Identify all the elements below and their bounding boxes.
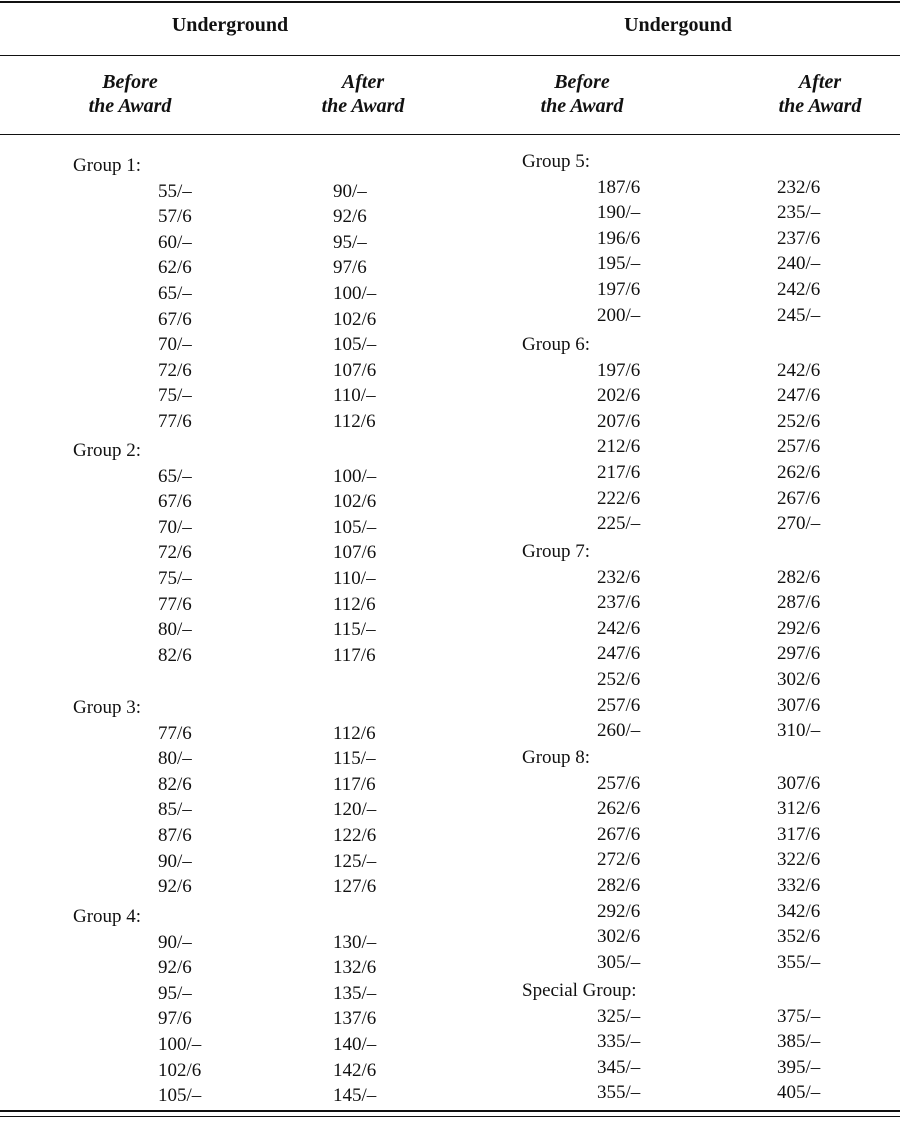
table-row [73,1083,377,1109]
group-label: Group 3: [73,697,142,718]
before-award-value: 232/6 [597,566,641,588]
header-line: the Award [88,95,172,117]
table-row [522,486,821,512]
table-row [73,643,376,669]
after-award-value: 342/6 [777,900,821,922]
after-award-value: 137/6 [333,1008,377,1030]
before-award-value: 92/6 [158,957,192,979]
table-row [73,1058,377,1084]
after-award-value: 235/– [777,202,821,224]
before-award-value: 75/– [158,567,192,589]
after-award-value: 262/6 [777,461,821,483]
after-award-value: 92/6 [333,206,367,228]
after-award-value: 112/6 [333,593,376,615]
before-award-value: 187/6 [597,176,641,198]
header-line: the Award [540,95,624,117]
after-award-value: 95/– [333,231,367,253]
before-award-value: 217/6 [597,461,641,483]
after-award-value: 257/6 [777,436,821,458]
before-award-value: 72/6 [158,542,192,564]
group-2 [73,438,377,668]
before-award-value: 282/6 [597,874,641,896]
after-award-value: 105/– [333,334,377,356]
before-award-value: 302/6 [597,926,641,948]
right-before-header [502,70,662,118]
after-award-value: 332/6 [777,874,821,896]
before-award-value: 195/– [597,253,641,275]
left-before-header [50,70,210,118]
table-row [522,796,821,822]
table-row [522,873,821,899]
table-row [522,590,821,616]
table-row [522,822,821,848]
after-award-value: 102/6 [333,491,377,513]
group-rows [522,565,821,744]
after-award-value: 117/6 [333,773,376,795]
header-line: Before [102,71,158,93]
before-award-value: 190/– [597,202,641,224]
before-award-value: 222/6 [597,487,641,509]
left-after-header [283,70,443,118]
table-bottom-rule [0,1110,900,1112]
after-award-value: 120/– [333,799,377,821]
group-rows [73,930,377,1109]
table-row [73,383,376,409]
group-5 [522,149,821,328]
before-award-value: 292/6 [597,900,641,922]
before-award-value: 90/– [158,850,192,872]
before-award-value: 57/6 [158,206,192,228]
before-award-value: 196/6 [597,227,641,249]
group-label: Special Group: [522,980,637,1001]
before-award-value: 345/– [597,1056,641,1078]
before-award-value: 82/6 [158,773,192,795]
group-8 [522,745,821,975]
after-award-value: 355/– [777,951,821,973]
before-award-value: 92/6 [158,876,192,898]
before-award-value: 77/6 [158,410,192,432]
table-row [73,772,376,798]
table-row [73,281,377,307]
group-label: Group 1: [73,155,142,176]
after-award-value: 405/– [777,1082,821,1104]
special-group [522,978,821,1106]
group-rows [73,179,377,435]
before-award-value: 80/– [158,619,192,641]
table-row [522,200,821,226]
table-row [73,540,377,566]
after-award-value: 247/6 [777,385,821,407]
table-row [522,667,821,693]
before-award-value: 55/– [158,180,192,202]
table-row [522,771,821,797]
table-row [522,693,821,719]
table-row [522,616,821,642]
after-award-value: 112/6 [333,722,376,744]
group-4 [73,904,377,1109]
before-award-value: 237/6 [597,592,641,614]
after-award-value: 100/– [333,465,377,487]
table-row [73,204,367,230]
table-row [522,1004,821,1030]
after-award-value: 297/6 [777,643,821,665]
after-award-value: 240/– [777,253,821,275]
after-award-value: 232/6 [777,176,821,198]
after-award-value: 107/6 [333,542,377,564]
group-label: Group 4: [73,906,142,927]
table-row [73,823,377,849]
before-award-value: 87/6 [158,824,192,846]
after-award-value: 110/– [333,567,376,589]
before-award-value: 72/6 [158,359,192,381]
before-award-value: 65/– [158,282,192,304]
after-award-value: 145/– [333,1085,377,1107]
header-line: Before [554,71,610,93]
before-award-value: 242/6 [597,617,641,639]
column-header-rule [0,134,900,135]
before-award-value: 77/6 [158,593,192,615]
table-row [73,721,376,747]
before-award-value: 257/6 [597,694,641,716]
table-row [522,511,821,537]
before-award-value: 335/– [597,1031,641,1053]
table-row [522,358,821,384]
header-line: After [341,71,385,93]
table-row [522,251,821,277]
table-top-rule [0,1,900,3]
table-row [73,1032,377,1058]
table-row [73,464,377,490]
after-award-value: 125/– [333,850,377,872]
after-award-value: 252/6 [777,410,821,432]
after-award-value: 307/6 [777,772,821,794]
table-row [522,899,821,925]
table-row [73,592,376,618]
table-row [73,489,377,515]
table-row [73,307,377,333]
header-line: After [798,71,842,93]
table-row [73,746,376,772]
after-award-value: 142/6 [333,1059,377,1081]
table-row [522,1055,821,1081]
after-award-value: 102/6 [333,308,377,330]
after-award-value: 97/6 [333,257,367,279]
after-award-value: 307/6 [777,694,821,716]
after-award-value: 282/6 [777,566,821,588]
after-award-value: 237/6 [777,227,821,249]
table-row [73,955,377,981]
after-award-value: 312/6 [777,798,821,820]
group-3 [73,695,377,900]
group-label: Group 2: [73,440,142,461]
before-award-value: 257/6 [597,772,641,794]
before-award-value: 67/6 [158,308,192,330]
before-award-value: 85/– [158,799,192,821]
after-award-value: 100/– [333,282,377,304]
table-row [73,849,377,875]
table-row [73,797,377,823]
after-award-value: 115/– [333,748,376,770]
group-label: Group 5: [522,151,591,172]
table-row [522,847,821,873]
before-award-value: 95/– [158,982,192,1004]
after-award-value: 115/– [333,619,376,641]
before-award-value: 102/6 [158,1059,202,1081]
after-award-value: 317/6 [777,823,821,845]
table-row [73,981,377,1007]
after-award-value: 242/6 [777,278,821,300]
group-7 [522,539,821,744]
group-rows [522,1004,821,1106]
after-award-value: 105/– [333,516,377,538]
group-label: Group 7: [522,541,591,562]
table-row [522,565,821,591]
before-award-value: 212/6 [597,436,641,458]
table-row [522,641,821,667]
group-rows [522,358,821,537]
group-label: Group 8: [522,747,591,768]
before-award-value: 75/– [158,385,192,407]
before-award-value: 77/6 [158,722,192,744]
before-award-value: 90/– [158,931,192,953]
group-rows [73,464,377,669]
table-row [522,460,821,486]
after-award-value: 90/– [333,180,367,202]
before-award-value: 62/6 [158,257,192,279]
table-row [522,1080,821,1106]
before-award-value: 325/– [597,1005,641,1027]
before-award-value: 247/6 [597,643,641,665]
after-award-value: 135/– [333,982,377,1004]
before-award-value: 70/– [158,334,192,356]
after-award-value: 127/6 [333,876,377,898]
table-row [73,409,376,435]
before-award-value: 252/6 [597,668,641,690]
group-rows [522,175,821,329]
table-row [73,255,367,281]
table-row [73,332,377,358]
before-award-value: 65/– [158,465,192,487]
after-award-value: 130/– [333,931,377,953]
before-award-value: 82/6 [158,644,192,666]
after-award-value: 117/6 [333,644,376,666]
right-after-header [740,70,900,118]
table-row [522,226,821,252]
before-award-value: 267/6 [597,823,641,845]
before-award-value: 197/6 [597,278,641,300]
table-row [73,230,367,256]
after-award-value: 352/6 [777,926,821,948]
table-row [522,277,821,303]
after-award-value: 292/6 [777,617,821,639]
before-award-value: 260/– [597,720,641,742]
table-row [73,930,377,956]
after-award-value: 322/6 [777,849,821,871]
table-row [522,383,821,409]
table-row [522,924,821,950]
after-award-value: 302/6 [777,668,821,690]
group-label: Group 6: [522,334,591,355]
before-award-value: 355/– [597,1082,641,1104]
before-award-value: 60/– [158,231,192,253]
after-award-value: 140/– [333,1033,377,1055]
group-1 [73,153,377,435]
header-line: the Award [778,95,862,117]
table-row [73,1006,377,1032]
before-award-value: 225/– [597,513,641,535]
after-award-value: 385/– [777,1031,821,1053]
after-award-value: 395/– [777,1056,821,1078]
after-award-value: 112/6 [333,410,376,432]
after-award-value: 107/6 [333,359,377,381]
after-award-value: 375/– [777,1005,821,1027]
before-award-value: 207/6 [597,410,641,432]
table-row [73,358,377,384]
before-award-value: 200/– [597,304,641,326]
table-row [73,566,376,592]
after-award-value: 242/6 [777,359,821,381]
before-award-value: 70/– [158,516,192,538]
before-award-value: 100/– [158,1033,202,1055]
after-award-value: 310/– [777,720,821,742]
table-row [522,950,821,976]
before-award-value: 67/6 [158,491,192,513]
after-award-value: 245/– [777,304,821,326]
after-award-value: 270/– [777,513,821,535]
before-award-value: 272/6 [597,849,641,871]
table-row [73,179,367,205]
table-row [73,874,377,900]
table-row [522,718,821,744]
after-award-value: 267/6 [777,487,821,509]
left-section-title: Underground [171,14,289,36]
after-award-value: 287/6 [777,592,821,614]
header-rule [0,55,900,56]
before-award-value: 305/– [597,951,641,973]
after-award-value: 132/6 [333,957,377,979]
after-award-value: 110/– [333,385,376,407]
table-row [522,175,821,201]
group-6 [522,332,821,537]
before-award-value: 105/– [158,1085,202,1107]
before-award-value: 197/6 [597,359,641,381]
table-bottom-rule-thin [0,1116,900,1117]
table-row [73,515,377,541]
table-row [73,617,376,643]
table-row [522,303,821,329]
before-award-value: 202/6 [597,385,641,407]
group-rows [522,771,821,976]
table-row [522,409,821,435]
header-line: the Award [321,95,405,117]
right-section-title: Undergound [624,14,732,36]
after-award-value: 122/6 [333,824,377,846]
before-award-value: 80/– [158,748,192,770]
group-rows [73,721,377,900]
table-row [522,1029,821,1055]
before-award-value: 262/6 [597,798,641,820]
table-row [522,434,821,460]
before-award-value: 97/6 [158,1008,192,1030]
